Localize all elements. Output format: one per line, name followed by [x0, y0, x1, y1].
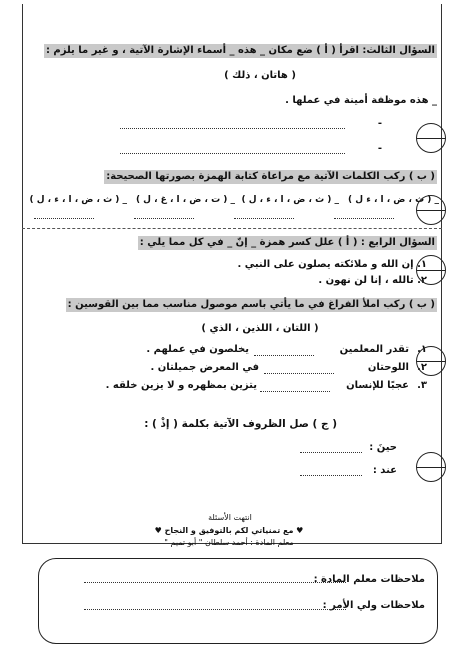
q3-b-line-4[interactable] — [34, 218, 94, 219]
fill-3-num: ٣. — [417, 380, 427, 391]
q3-dash-2: - — [377, 143, 382, 154]
teacher-notes-label: ملاحظات معلم المادة : — [313, 574, 425, 585]
q3-answer-line-1[interactable] — [120, 128, 345, 129]
q3-word-4: _ ( ث ، ض ، ا ، ء ، ل ) — [29, 195, 127, 205]
page-border — [22, 4, 442, 544]
q3-word-2: _ ( ث ، ض ، ا ، ء ، ل ) — [241, 195, 339, 205]
footer-wish: ♥ مع تمنياتي لكم بالتوفيق و النجاح ♥ — [154, 526, 304, 535]
parent-notes-line[interactable] — [84, 609, 346, 610]
grade-circle-5 — [416, 452, 446, 482]
fill-1-right: يخلصون في عملهم . — [146, 344, 249, 355]
q4-item-1: ١. إن الله و ملائكته يصلون على النبي . — [237, 259, 427, 270]
c-item-2: عند : — [372, 465, 397, 476]
footer-teacher: معلم المادة : أحمد سلطان " أبو تميم " — [164, 538, 294, 547]
section-separator-1 — [22, 228, 442, 229]
footer-end: انتهت الأسئلة — [208, 513, 252, 522]
q3-answer-line-2[interactable] — [120, 153, 345, 154]
q3-b-line-2[interactable] — [234, 218, 294, 219]
q3-word-3: _ ( ت ، ض ، ا ، غ ، ل ) — [135, 195, 235, 205]
c-line-2[interactable] — [300, 475, 362, 476]
parent-notes-label: ملاحظات ولي الأمر : — [322, 600, 425, 611]
fill-3-blank[interactable] — [260, 391, 330, 392]
q3-b-line-1[interactable] — [334, 218, 394, 219]
q4-choices: ( اللتان ، اللذين ، الذي ) — [201, 323, 319, 334]
c-item-1: حينَ : — [369, 442, 397, 453]
fill-3-right: يتزين بمظهره و لا يزين خلقه . — [105, 380, 257, 391]
q3-title-b: ( ب ) ركب الكلمات الآتية مع مراعاة كتابة الهمزة بصورتها الصحيحة: — [106, 171, 435, 182]
grade-circle-2 — [416, 195, 446, 225]
fill-1-blank[interactable] — [254, 355, 314, 356]
grade-circle-1 — [416, 123, 446, 153]
q4-title-b: ( ب ) ركب املأ الفراغ في ما يأتي باسم موصول مناسب مما بين القوسين : — [67, 299, 435, 310]
q4-title-c: ( ج ) صل الظروف الآتية بكلمة ( إذْ ) : — [144, 418, 337, 430]
fill-2-left: اللوحتان — [367, 362, 409, 373]
fill-2-num: ٢. — [417, 362, 427, 373]
fill-2-right: في المعرض جميلتان . — [150, 362, 259, 373]
q3-sentence: _ هذه موظفة أمينة في عملها . — [285, 95, 437, 106]
q4-item-2: ٢. تالله ، إنا لن نهون . — [318, 275, 427, 286]
fill-3-left: عجبًا للإنسان — [346, 380, 409, 391]
fill-2-blank[interactable] — [264, 373, 334, 374]
q3-title-a: السؤال الثالث: اقرأ ( أ ) ضع مكان _ هذه _ أسماء الإشارة الآتية ، و غير ما يلزم : — [45, 45, 435, 56]
q3-b-line-3[interactable] — [134, 218, 194, 219]
q3-word-1: _ ( ث ، ض ، ا ، ء ل ) — [348, 195, 439, 205]
fill-1-left: تقدر المعلمين — [339, 344, 409, 355]
q3-dash-1: - — [377, 118, 382, 129]
fill-1-num: ١. — [417, 344, 427, 355]
c-line-1[interactable] — [300, 452, 362, 453]
q4-title-a: السؤال الرابع : ( أ ) علل كسر همزة _ إنّ _ في كل مما يلي : — [139, 237, 435, 248]
grade-circle-3 — [416, 255, 446, 285]
teacher-notes-line[interactable] — [84, 582, 346, 583]
q3-choices: ( هاتان ، ذلك ) — [224, 70, 296, 81]
grade-circle-4 — [416, 346, 446, 376]
